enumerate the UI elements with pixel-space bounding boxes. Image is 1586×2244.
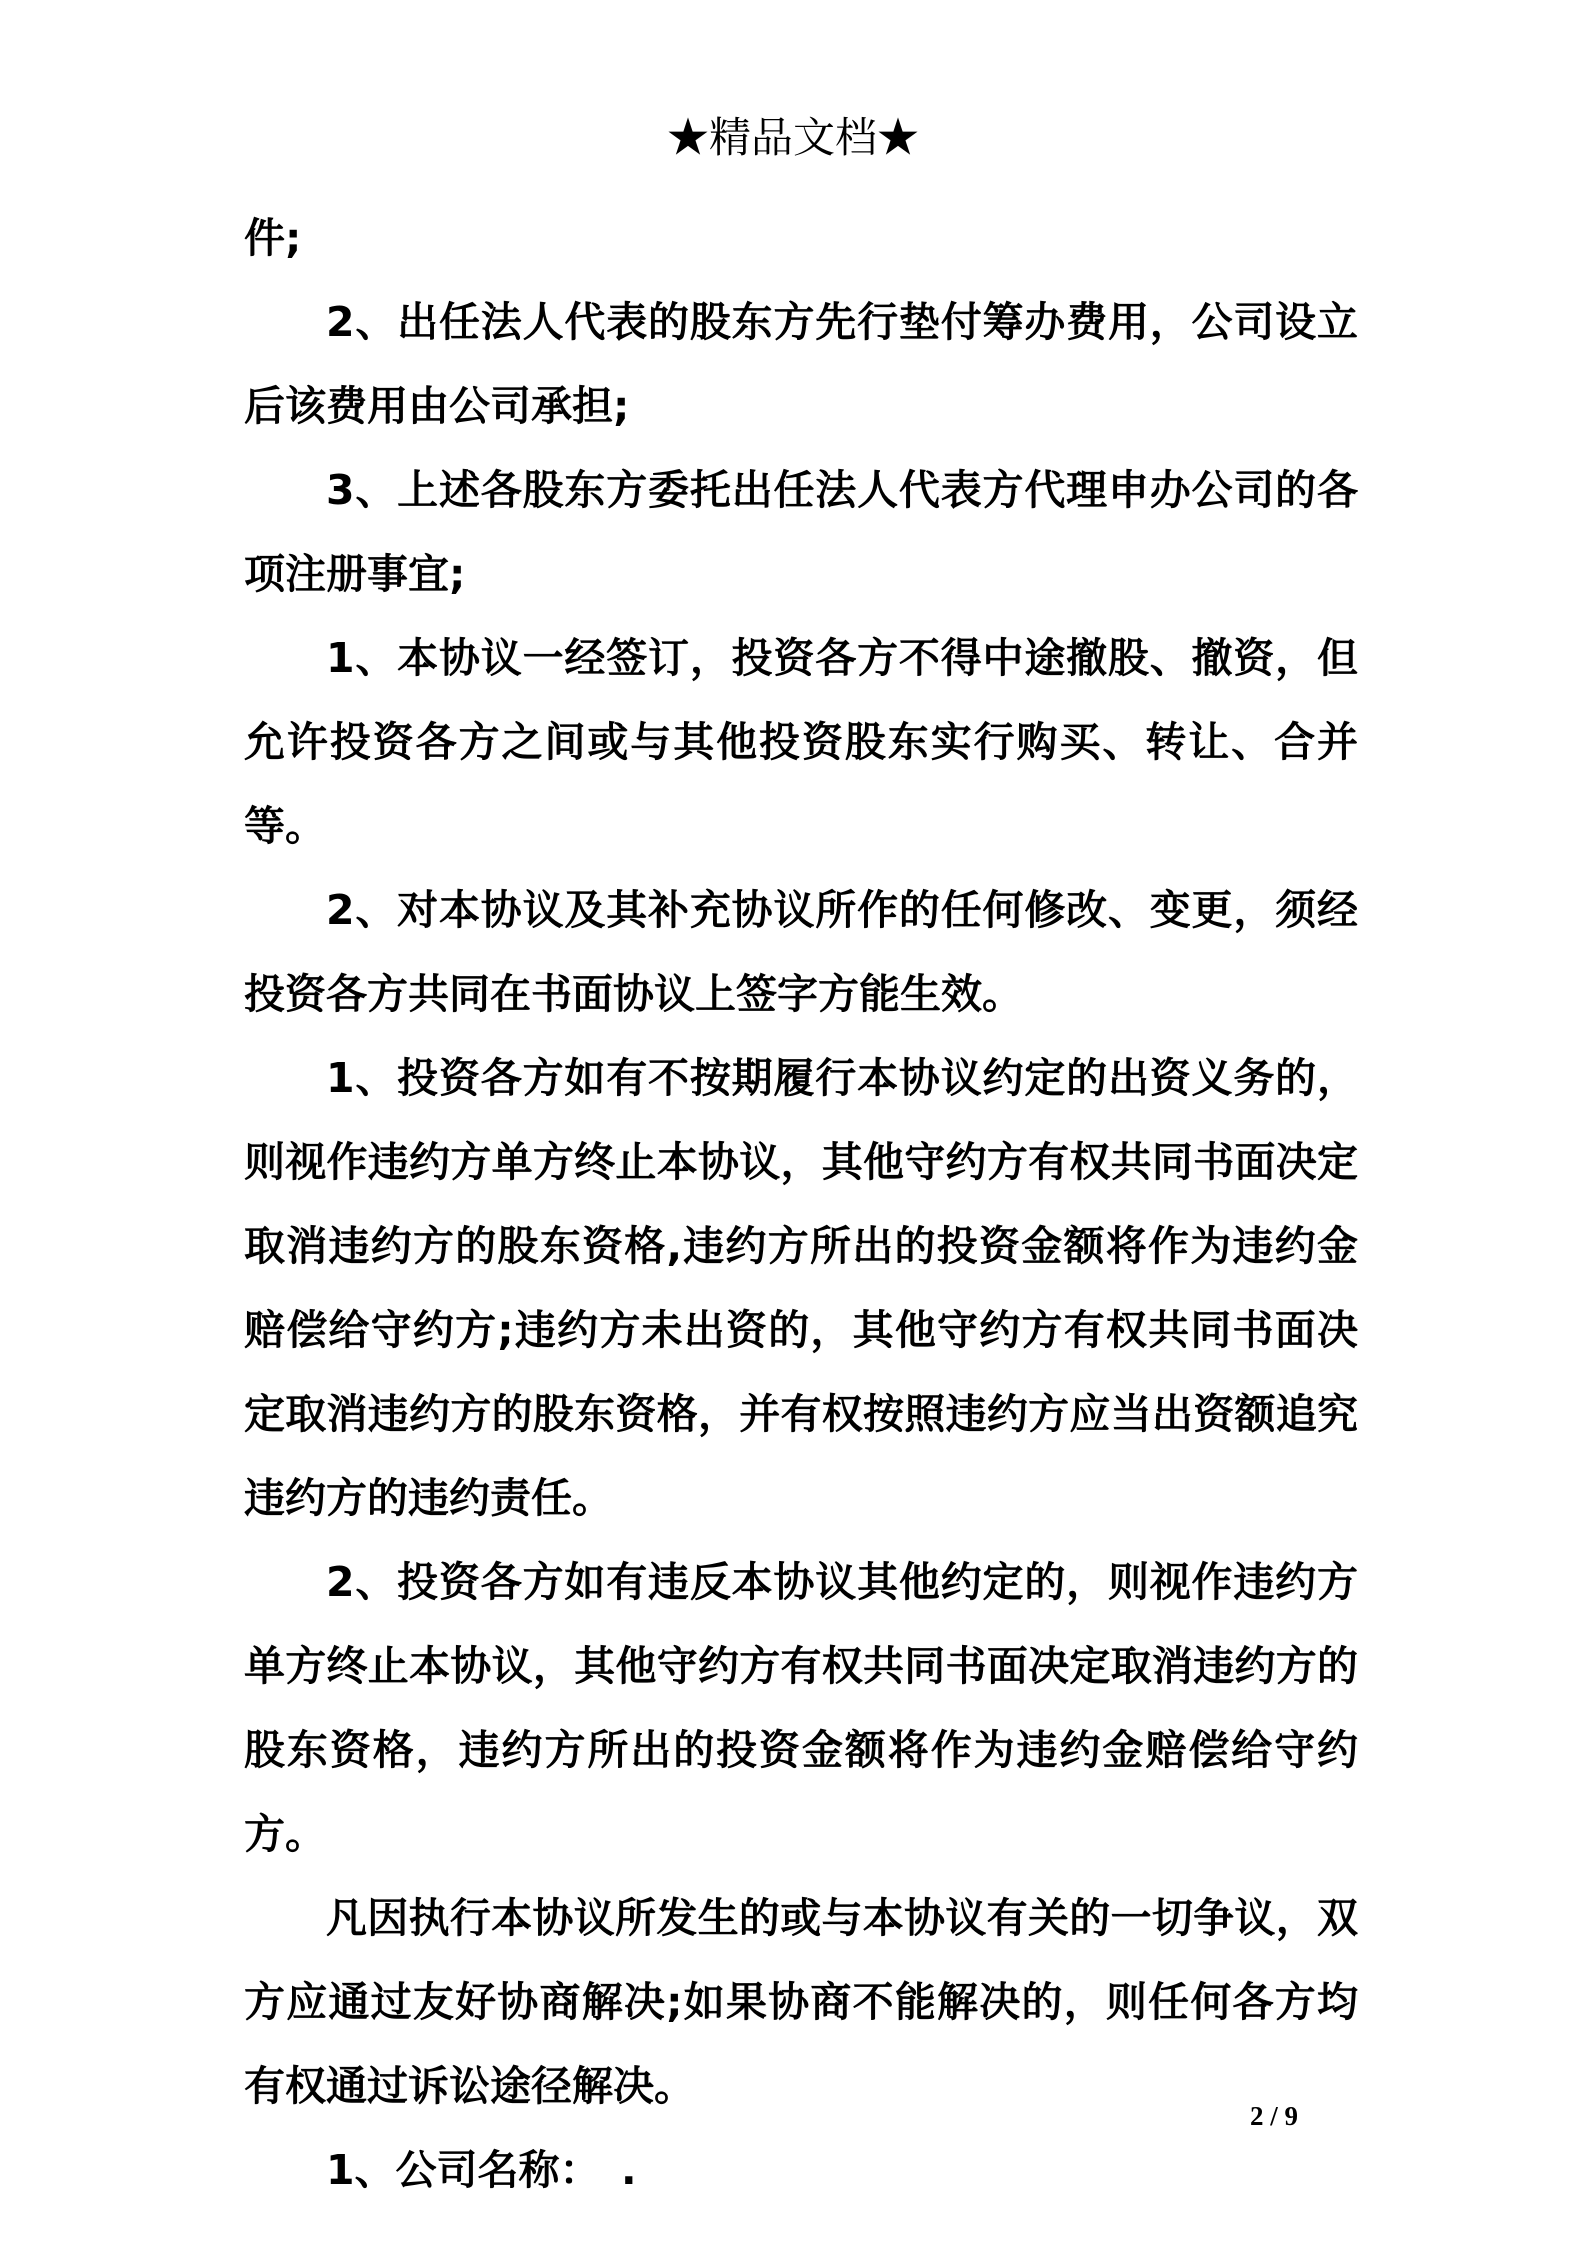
paragraph-3-registration-agent: 3、上述各股东方委托出任法人代表方代理申办公司的各项注册事宜; bbox=[244, 466, 1358, 598]
paragraph-continuation: 件; bbox=[244, 214, 302, 262]
paragraph-1-no-withdrawal: 1、本协议一经签订，投资各方不得中途撤股、撤资，但允许投资各方之间或与其他投资股东实行购买、转让、合并等。 bbox=[244, 634, 1358, 850]
paragraph-1-breach-capital: 1、投资各方如有不按期履行本协议约定的出资义务的，则视作违约方单方终止本协议，其他守约方有权共同书面决定取消违约方的股东资格,违约方所出的投资金额将作为违约金赔偿给守约方;违约方未出资的，其他守约方有权共同书面决定取消违约方的股东资格，并有权按照违约方应当出资额追究违约方的违约责任。 bbox=[244, 1054, 1358, 1522]
paragraph-2-amendments: 2、对本协议及其补充协议所作的任何修改、变更，须经投资各方共同在书面协议上签字方能生效。 bbox=[244, 886, 1358, 1018]
page-header: ★精品文档★ bbox=[666, 113, 919, 162]
paragraph-2-breach-other: 2、投资各方如有违反本协议其他约定的，则视作违约方单方终止本协议，其他守约方有权共同书面决定取消违约方的股东资格，违约方所出的投资金额将作为违约金赔偿给守约方。 bbox=[244, 1558, 1358, 1858]
document-body bbox=[244, 196, 1358, 2212]
paragraph-2-advance-costs: 2、出任法人代表的股东方先行垫付筹办费用，公司设立后该费用由公司承担; bbox=[244, 298, 1358, 430]
paragraph-dispute-resolution: 凡因执行本协议所发生的或与本协议有关的一切争议，双方应通过友好协商解决;如果协商不能解决的，则任何各方均有权通过诉讼途径解决。 bbox=[244, 1894, 1358, 2110]
page-number: 2 / 9 bbox=[1250, 2101, 1299, 2131]
paragraph-1-company-name: 1、公司名称： . bbox=[326, 2146, 637, 2194]
